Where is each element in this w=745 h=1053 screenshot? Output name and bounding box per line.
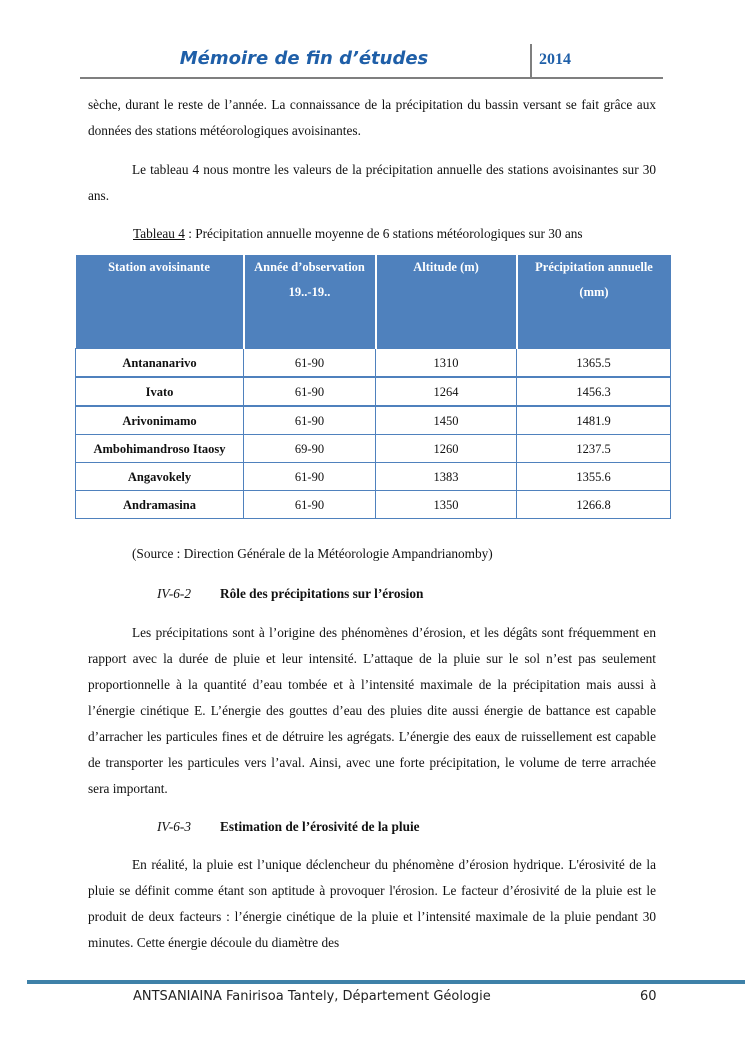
station-cell: Arivonimamo [76,406,244,435]
intro-paragraph-2: Le tableau 4 nous montre les valeurs de la précipitation annuelle des stations avoisinantes sur 30 ans. [88,162,656,203]
altitude-cell: 1264 [376,377,517,406]
altitude-cell: 1260 [376,435,517,463]
precip-cell: 1355.6 [517,463,671,491]
years-cell: 61-90 [244,406,376,435]
table-row [76,377,671,406]
years-cell: 69-90 [244,435,376,463]
header-rule [80,77,663,79]
header-title: Mémoire de fin d’études [179,48,429,69]
altitude-cell: 1450 [376,406,517,435]
footer-rule [27,980,745,984]
table-header-row [76,255,671,349]
table-row [76,406,671,435]
years-cell: 61-90 [244,463,376,491]
section-title: Rôle des précipitations sur l’érosion [220,586,424,601]
section-heading-2 [157,819,420,835]
station-cell: Antananarivo [76,349,244,378]
altitude-cell: 1383 [376,463,517,491]
header-years: Année d’observation 19..-19.. [244,255,376,349]
section-number: IV-6-3 [157,819,191,834]
precip-cell: 1237.5 [517,435,671,463]
station-cell: Ivato [76,377,244,406]
intro-paragraph-1: sèche, durant le reste de l’année. La connaissance de la précipitation du bassin versant se fait grâce aux données des stations météorologiques avoisinantes. [88,97,656,138]
station-cell: Ambohimandroso Itaosy [76,435,244,463]
table-row [76,435,671,463]
precip-cell: 1481.9 [517,406,671,435]
altitude-cell: 1350 [376,491,517,519]
altitude-cell: 1310 [376,349,517,378]
section-heading-1 [157,586,423,602]
header-separator [530,44,532,78]
table-source: (Source : Direction Générale de la Météorologie Ampandrianomby) [132,546,493,561]
header-year: 2014 [539,51,571,68]
table-caption-label: Tableau 4 [133,226,185,241]
years-cell: 61-90 [244,491,376,519]
precip-cell: 1266.8 [517,491,671,519]
station-cell: Angavokely [76,463,244,491]
table-caption-text: : Précipitation annuelle moyenne de 6 stations météorologiques sur 30 ans [184,226,583,241]
header-station: Station avoisinante [76,255,244,349]
precipitation-table [75,255,671,519]
table-row [76,349,671,378]
table-caption [133,225,583,243]
station-cell: Andramasina [76,491,244,519]
section-2-paragraph: En réalité, la pluie est l’unique déclencheur du phénomène d’érosion hydrique. L'érosivité de la pluie se définit comme étant son aptitude à provoquer l'érosion. Le facteur d’érosivité de la pluie est le produit de deux facteurs : l’énergie cinétique de la pluie et l’intensité maximale de la pluie pendant 30 minutes. Cette énergie découle du diamètre des [88,857,656,950]
page-number: 60 [640,989,657,1004]
section-1-paragraph: Les précipitations sont à l’origine des phénomènes d’érosion, et les dégâts sont fréquemment en rapport avec la durée de pluie et leur intensité. L’attaque de la pluie sur le sol n’est pas seulement proportionnelle à la quantité d’eau tombée et à l’intensité maximale de la précipitation mais aussi à l’énergie cinétique E. L’énergie des gouttes d’eau des pluies dite aussi énergie de battance est capable d’arracher les particules fines et de détruire les agrégats. L’énergie des eaux de ruissellement est capable de transporter les particules vers l’aval. Ainsi, avec une forte précipitation, le volume de terre arrachée sera important. [88,625,656,796]
header-precipitation: Précipitation annuelle (mm) [517,255,671,349]
table-row [76,463,671,491]
header-altitude: Altitude (m) [376,255,517,349]
footer-author: ANTSANIAINA Fanirisoa Tantely, Département Géologie [133,989,491,1004]
table-row [76,491,671,519]
years-cell: 61-90 [244,377,376,406]
section-number: IV-6-2 [157,586,191,601]
section-title: Estimation de l’érosivité de la pluie [220,819,420,834]
precip-cell: 1365.5 [517,349,671,378]
years-cell: 61-90 [244,349,376,378]
precip-cell: 1456.3 [517,377,671,406]
